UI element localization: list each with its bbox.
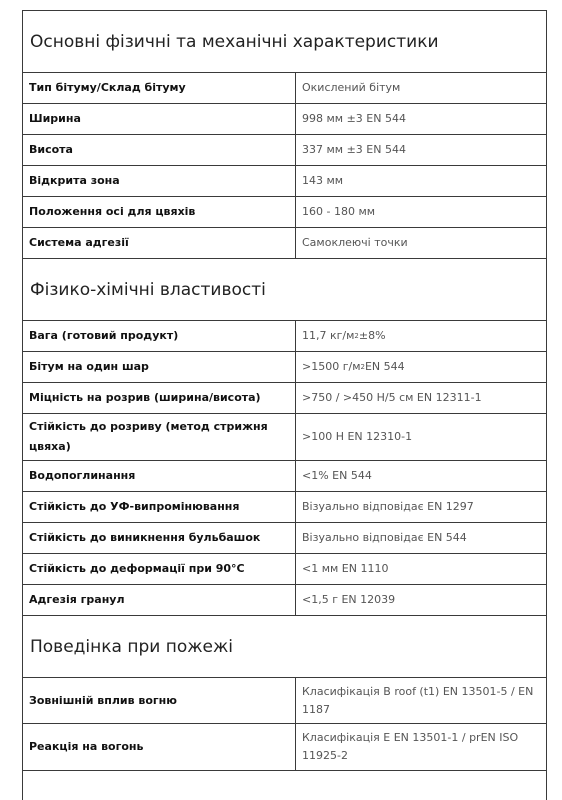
table-row [23,383,546,414]
row-label: Положення осі для цвяхів [23,197,296,227]
table-row [23,352,546,383]
row-value: Окислений бітум [302,81,401,94]
row-value: 160 - 180 мм [302,205,376,218]
row-label: Ширина [23,104,296,134]
table-row [23,678,546,724]
row-value: <1,5 г EN 12039 [302,593,396,606]
row-label: Стійкість до виникнення бульбашок [23,523,296,553]
row-label: Бітум на один шар [23,352,296,382]
table-row [23,197,546,228]
row-value: Класифікація E EN 13501-1 / prEN ISO 11925-2 [302,731,519,762]
row-value: Самоклеючі точки [302,236,408,249]
row-label: Реакція на вогонь [23,724,296,770]
row-value: Візуально відповідає EN 1297 [302,500,474,513]
table-row [23,523,546,554]
table-row [23,724,546,771]
row-value: 11,7 кг/м 2 ±8% [302,329,386,342]
table-row [23,73,546,104]
row-value: >1500 г/м 2 EN 544 [302,360,405,373]
table-row [23,414,546,461]
table-row [23,166,546,197]
row-label: Висота [23,135,296,165]
row-label: Зовнішній вплив вогню [23,678,296,723]
row-value: <1 мм EN 1110 [302,562,389,575]
specs-table [22,10,547,800]
row-label: Вага (готовий продукт) [23,321,296,351]
row-label: Стійкість до деформації при 90°C [23,554,296,584]
table-row [23,554,546,585]
row-value: Класифікація B roof (t1) EN 13501-5 / EN 1187 [302,684,534,716]
row-value: <1% EN 544 [302,469,372,482]
table-row [23,104,546,135]
table-row [23,461,546,492]
table-row [23,135,546,166]
row-label: Водопоглинання [23,461,296,491]
section-title-physchem: Фізико-хімічні властивості [23,259,546,321]
row-value: 143 мм [302,174,344,187]
table-row [23,492,546,523]
row-value: >750 / >450 Н/5 см EN 12311-1 [302,391,482,404]
row-label: Відкрита зона [23,166,296,196]
row-value: Візуально відповідає EN 544 [302,531,467,544]
table-row [23,321,546,352]
row-value: >100 Н EN 12310-1 [302,430,413,443]
row-label: Стійкість до УФ-випромінювання [23,492,296,522]
row-value: 337 мм ±3 EN 544 [302,143,406,156]
row-label: Тип бітуму/Склад бітуму [23,73,296,103]
row-label: Стійкість до розриву (метод стрижня цвяха) [23,414,296,460]
section-title-mechanical: Основні фізичні та механічні характеристики [23,11,546,73]
row-label: Міцність на розрив (ширина/висота) [23,383,296,413]
table-row [23,585,546,616]
row-label: Система адгезії [23,228,296,258]
row-value: 998 мм ±3 EN 544 [302,112,406,125]
section-title-fire: Поведінка при пожежі [23,616,546,678]
table-row [23,228,546,259]
row-label: Адгезія гранул [23,585,296,615]
